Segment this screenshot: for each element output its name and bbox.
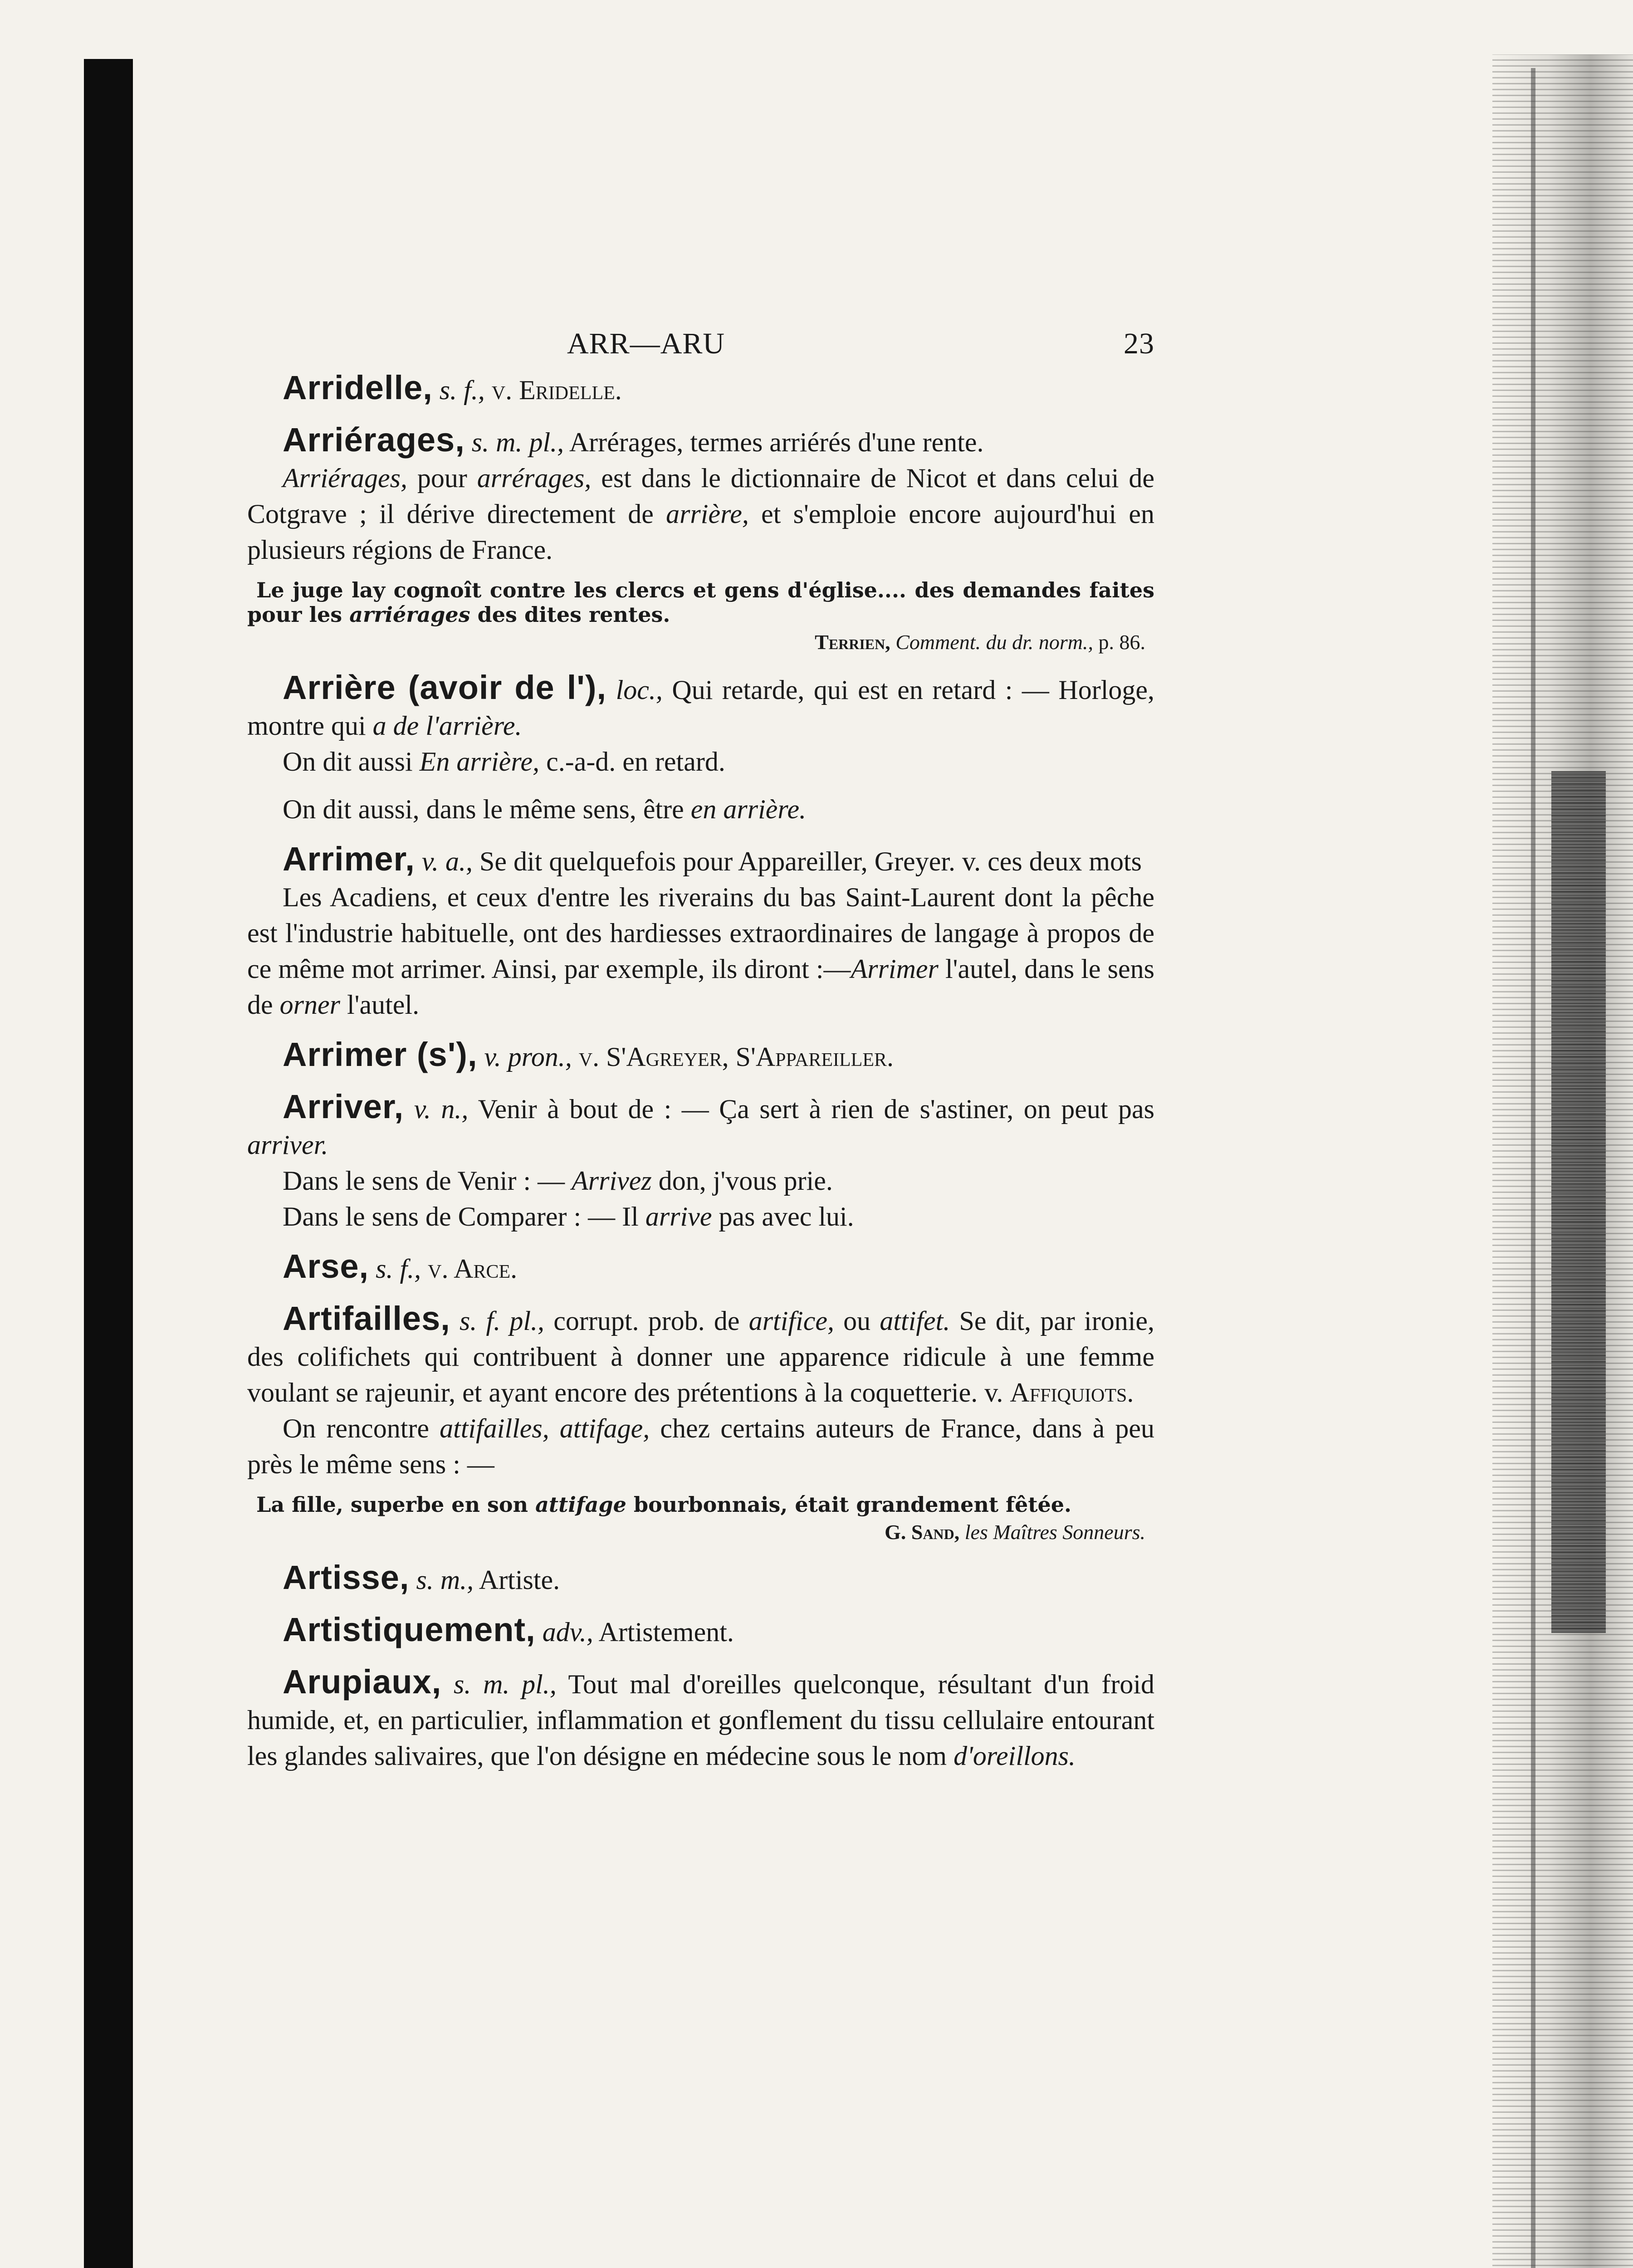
note-paragraph xyxy=(247,880,1154,1023)
grammar-label: s. m. pl., xyxy=(471,427,564,457)
note-text: arrière, xyxy=(666,499,749,529)
entry-artistiquement xyxy=(247,1612,1154,1650)
entry-arriver xyxy=(247,1089,1154,1235)
entry-arse xyxy=(247,1248,1154,1287)
running-header xyxy=(247,327,1154,370)
note-text: et s'emploie encore aujourd'hui en plusieurs régions de France. xyxy=(247,499,1155,565)
note-text: Les Acadiens, et ceux d'entre les riverains du bas Saint-Laurent dont la pêche est l'industrie habituelle, ont des hardiesses extraordinaires de langage à propos de ce même mot arrimer. Ainsi, par exemple, ils diront :— xyxy=(247,882,1154,984)
grammar-label: v. pron., xyxy=(484,1042,572,1072)
note-text: Arriérages, xyxy=(283,463,407,493)
note-text: Arrimer xyxy=(851,954,939,984)
note-text: en arrière. xyxy=(690,794,807,824)
citation-author: G. Sand, xyxy=(885,1520,960,1544)
headword: Arse, xyxy=(283,1247,369,1285)
note-text: Arrivez xyxy=(572,1166,652,1196)
note-text: c.-a-d. en retard. xyxy=(539,747,725,777)
note-text: arrive xyxy=(645,1202,712,1232)
note-paragraph xyxy=(247,1199,1154,1235)
quotation xyxy=(247,578,1154,627)
note-text: On dit aussi xyxy=(283,747,420,777)
citation-work: les Maîtres Sonneurs. xyxy=(964,1520,1145,1544)
definition: arriver. xyxy=(247,1130,328,1160)
citation-work: Comment. du dr. norm., xyxy=(895,631,1093,654)
grammar-label: s. m., xyxy=(416,1565,474,1595)
headword: Artistiquement, xyxy=(283,1611,536,1648)
note-text: pas avec lui. xyxy=(712,1202,854,1232)
quote-text: Le juge lay cognoît contre les clercs et gens d'église.... des demandes faites pour les xyxy=(247,578,1154,627)
headword: Artifailles, xyxy=(283,1300,450,1337)
citation-author: Terrien, xyxy=(815,631,890,654)
note-text: arrérages, xyxy=(477,463,592,493)
note-paragraph xyxy=(247,1411,1154,1482)
running-title: ARR—ARU xyxy=(567,327,725,360)
page-edge-dark xyxy=(1551,771,1606,1633)
entry-arrimer xyxy=(247,841,1154,1023)
definition-paragraph xyxy=(247,1089,1154,1163)
definition: Se dit quelquefois pour Appareiller, Greyer. v. ces deux mots xyxy=(479,846,1142,876)
note-text: pour xyxy=(407,463,477,493)
definition-paragraph xyxy=(247,1300,1154,1411)
quotation xyxy=(247,1492,1154,1517)
note-text: l'autel, dans le sens de xyxy=(247,954,1154,1020)
quote-text: des dites rentes. xyxy=(470,602,670,627)
entry-artifailles xyxy=(247,1300,1154,1546)
definition: corrupt. prob. de xyxy=(553,1306,749,1336)
definition: Tout mal d'oreilles quelconque, résultant d'un froid humide, et, en particulier, inflammation et gonflement du tissu cellulaire entourant les glandes salivaires, que l'on désigne en médecine sous le nom xyxy=(247,1669,1154,1771)
headword: Artisse, xyxy=(283,1559,410,1596)
entry-arrimer-s xyxy=(247,1036,1154,1075)
entry-artisse xyxy=(247,1559,1154,1598)
grammar-label: s. f. pl., xyxy=(459,1306,545,1336)
grammar-label: s. f., xyxy=(439,375,485,405)
entry-arridelle xyxy=(247,370,1154,408)
grammar-label: s. f., xyxy=(376,1254,421,1284)
note-text: attifailles, attifage, xyxy=(440,1413,650,1443)
definition: Se dit, par ironie, des colifichets qui contribuent à donner une apparence ridicule à une femme voulant se rajeunir, et ayant encore des prétentions à la coquetterie. v. xyxy=(247,1306,1154,1408)
binding-shadow xyxy=(84,59,133,2268)
grammar-label: adv., xyxy=(542,1617,593,1647)
grammar-label: v. a., xyxy=(421,846,473,876)
definition: ou xyxy=(834,1306,880,1336)
quote-text: La fille, superbe en son xyxy=(256,1492,536,1517)
note-paragraph xyxy=(247,1163,1154,1199)
citation-page: p. 86. xyxy=(1093,631,1145,654)
note-text: chez certains auteurs de France, dans à peu près le même sens : — xyxy=(247,1413,1154,1479)
definition: artifice, xyxy=(748,1306,834,1336)
page-edge-line xyxy=(1531,68,1535,2268)
text-column xyxy=(247,327,1154,1774)
quote-text: bourbonnais, était grandement fêtée. xyxy=(626,1492,1072,1517)
grammar-label: v. n., xyxy=(414,1094,469,1124)
definition: Venir à bout de : — Ça sert à rien de s'astiner, on peut pas xyxy=(478,1094,1155,1124)
citation xyxy=(247,1519,1154,1546)
definition: Qui retarde, qui est en retard : — Horloge, montre qui xyxy=(247,675,1154,741)
note-text: En arrière, xyxy=(419,747,540,777)
definition-paragraph xyxy=(247,1664,1154,1774)
definition-paragraph xyxy=(247,422,1154,460)
definition: v. Eridelle. xyxy=(491,375,622,405)
quote-text: attifage xyxy=(535,1492,626,1517)
headword: Arrimer (s'), xyxy=(283,1036,478,1073)
headword: Arriérages, xyxy=(283,421,465,459)
note-text: l'autel. xyxy=(340,990,420,1020)
note-text: On rencontre xyxy=(283,1413,440,1443)
headword: Arupiaux, xyxy=(283,1663,442,1701)
definition-paragraph xyxy=(247,841,1154,880)
page-number: 23 xyxy=(1124,327,1154,360)
definition: v. Arce. xyxy=(428,1254,518,1284)
note-paragraph xyxy=(247,460,1154,568)
note-text: est dans le dictionnaire de Nicot et dans celui de Cotgrave ; il dérive directement de xyxy=(247,463,1154,529)
definition: v. S'Agreyer, S'Appareiller. xyxy=(578,1042,894,1072)
headword: Arrimer, xyxy=(283,840,415,878)
definition: d'oreillons. xyxy=(953,1741,1076,1771)
grammar-label: loc., xyxy=(616,675,663,705)
entry-arriere xyxy=(247,670,1154,827)
note-paragraph xyxy=(247,744,1154,780)
note-text: don, j'vous prie. xyxy=(651,1166,833,1196)
entry-arupiaux xyxy=(247,1664,1154,1774)
grammar-label: s. m. pl., xyxy=(454,1669,557,1699)
definition: Artiste. xyxy=(479,1565,560,1595)
headword: Arrière (avoir de l'), xyxy=(283,669,607,706)
definition: Affiquiots. xyxy=(1010,1378,1134,1408)
quote-text: arriérages xyxy=(349,602,470,627)
definition: Arrérages, termes arriérés d'une rente. xyxy=(569,427,984,457)
note-text: orner xyxy=(279,990,340,1020)
note-text: On dit aussi, dans le même sens, être xyxy=(283,794,691,824)
definition: attifet. xyxy=(880,1306,950,1336)
note-text: Dans le sens de Venir : — xyxy=(283,1166,572,1196)
headword: Arridelle, xyxy=(283,369,433,406)
definition: Artistement. xyxy=(598,1617,734,1647)
definition: a de l'arrière. xyxy=(372,711,522,741)
note-text: Dans le sens de Comparer : — Il xyxy=(283,1202,645,1232)
entry-arrierages xyxy=(247,422,1154,656)
note-paragraph xyxy=(247,792,1154,827)
headword: Arriver, xyxy=(283,1088,404,1125)
citation xyxy=(247,629,1154,656)
definition-paragraph xyxy=(247,670,1154,744)
